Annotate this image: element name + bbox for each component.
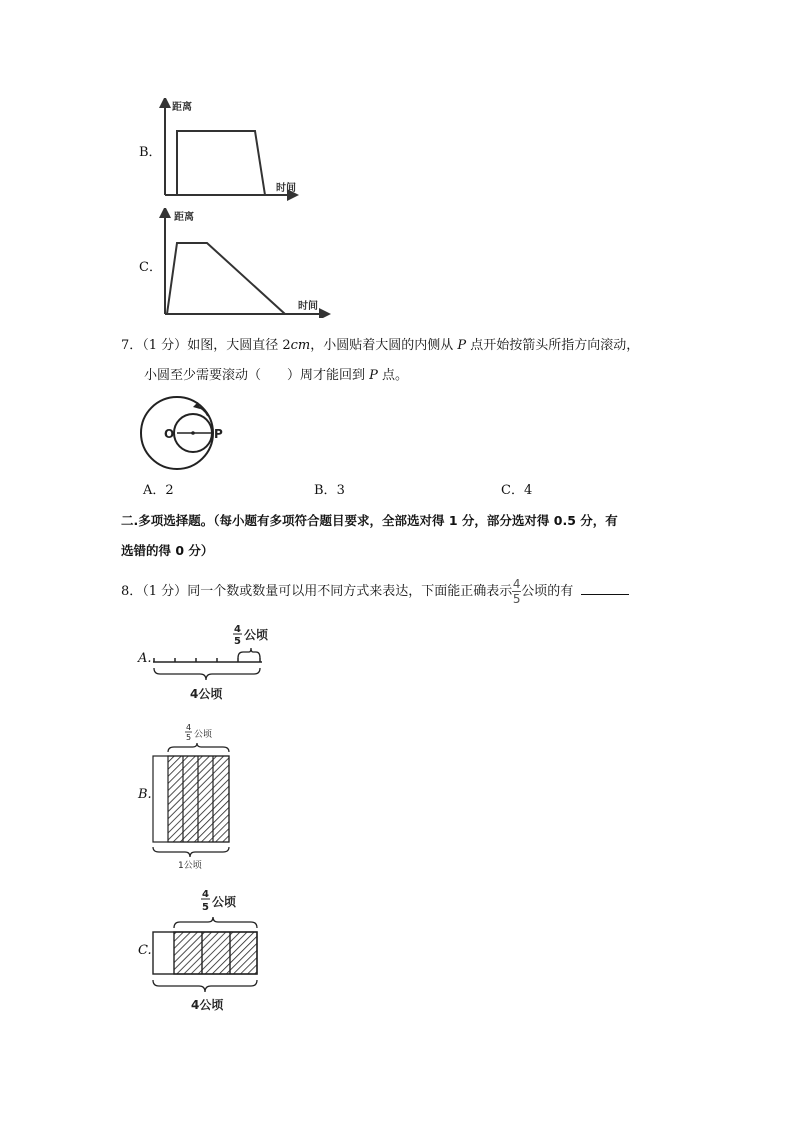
q8-fraction: $\frac{4}{5}$ — [512, 577, 521, 606]
top-frac-num: 4 — [186, 723, 192, 732]
label-p: P — [214, 427, 223, 441]
q8-option-c-label: C. — [138, 943, 152, 958]
y-axis-label: 距离 — [174, 212, 194, 223]
q7-option-b: B．3 — [314, 483, 345, 498]
q6-option-b-label: B． — [139, 145, 162, 160]
top-frac-num: 4 — [202, 889, 209, 900]
q7-line2a: 小圆至少需要滚动（ ）周才能回到 — [144, 368, 370, 383]
q7-text1: 如图，大圆直径 2 — [187, 338, 291, 353]
top-unit: 公顷 — [244, 628, 269, 642]
bottom-brace — [153, 980, 257, 992]
q7-unit: cm — [290, 338, 311, 353]
top-brace — [168, 743, 229, 752]
q6-option-b-graph — [155, 98, 305, 203]
shaded-part — [174, 932, 257, 974]
q8-option-b-figure — [148, 718, 238, 870]
top-frac-den: 5 — [234, 636, 241, 647]
q7-text3: 点开始按箭头所指方向滚动， — [466, 338, 640, 353]
distance-curve — [167, 243, 285, 314]
q7-score: （1 分） — [142, 338, 188, 353]
q7-circle-figure — [136, 394, 226, 474]
q8-number: 8． — [121, 584, 143, 599]
q7-option-c: C．4 — [501, 483, 533, 498]
y-axis-label: 距离 — [172, 102, 192, 113]
bottom-brace — [154, 668, 260, 680]
bottom-label: 1公顷 — [178, 861, 202, 870]
top-frac-num: 4 — [234, 624, 241, 635]
q7-text2: ，小圆贴着大圆的内侧从 — [310, 338, 458, 353]
q7-option-a: A．2 — [143, 483, 174, 498]
q7-point: P — [457, 338, 467, 353]
q7-line1 — [121, 334, 639, 353]
top-brace — [174, 917, 257, 928]
bottom-label: 4公顷 — [190, 687, 223, 701]
q6-option-c-label: C． — [139, 260, 162, 275]
q8-option-c-figure — [148, 882, 263, 1017]
section2-heading-line2: 选错的得 0 分） — [121, 543, 214, 558]
q8-option-b-label: B. — [138, 787, 152, 802]
q7-line2 — [144, 364, 408, 383]
bottom-label: 4公顷 — [191, 998, 224, 1012]
x-axis-label: 时间 — [276, 183, 296, 194]
label-o: O — [164, 427, 175, 441]
q8-option-a-label: A. — [138, 651, 152, 666]
x-axis-label: 时间 — [298, 301, 318, 312]
top-frac-den: 5 — [186, 733, 192, 742]
q7-point-2: P — [369, 368, 378, 383]
q8-answer-blank[interactable] — [581, 582, 629, 595]
small-circle-center — [191, 431, 195, 435]
top-brace — [238, 648, 260, 658]
section2-heading-line1: 二.多项选择题。（每小题有多项符合题目要求，全部选对得 1 分，部分选对得 0.5 分，有 — [121, 513, 618, 528]
q8-text1: 同一个数或数量可以用不同方式来表达，下面能正确表示 — [187, 584, 513, 599]
distance-curve — [177, 131, 265, 195]
top-unit: 公顷 — [212, 895, 237, 909]
q8-option-a-figure — [150, 612, 275, 707]
q8-score: （1 分） — [142, 584, 188, 599]
bottom-brace — [153, 847, 229, 857]
top-frac-den: 5 — [202, 902, 209, 913]
q8-line1 — [121, 578, 629, 605]
q8-text2: 公顷的有 — [521, 584, 574, 599]
q7-number: 7． — [121, 338, 143, 353]
q7-line2b: 点。 — [377, 368, 409, 383]
q6-option-c-graph — [155, 208, 335, 318]
top-unit: 公顷 — [194, 730, 213, 740]
